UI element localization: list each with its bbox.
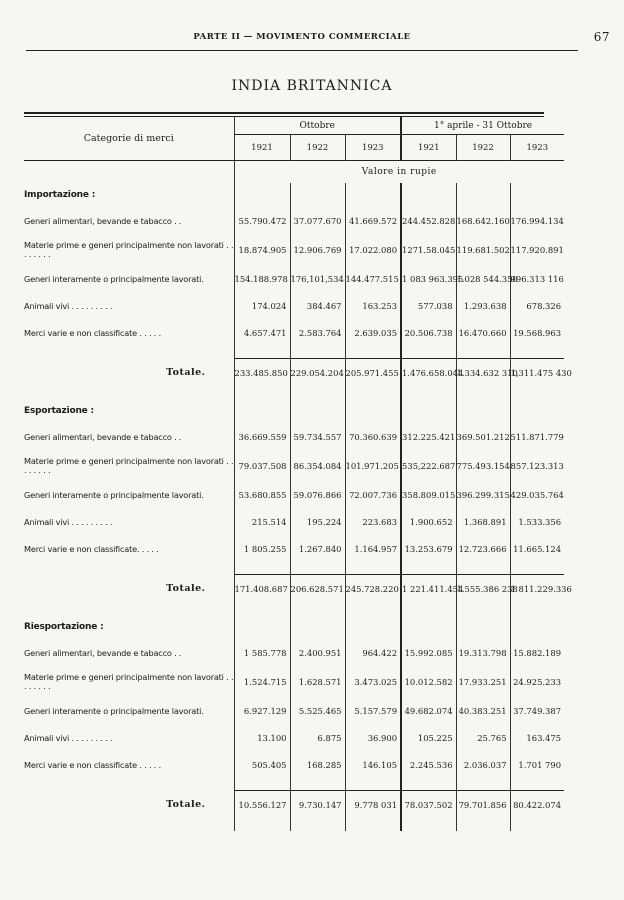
- value-cell: 105.225: [401, 724, 456, 751]
- section-title: Importazione :: [24, 190, 96, 200]
- value-cell: 59.076.866: [290, 481, 345, 508]
- group-header-month: Ottobre: [234, 117, 401, 135]
- row-label: Generi alimentari, bevande e tabacco . .: [24, 215, 182, 226]
- total-value-cell: 1.476.658.044: [401, 359, 456, 388]
- value-cell: 72.007.736: [345, 481, 401, 508]
- value-cell: 19.313.798: [456, 639, 510, 666]
- value-cell: 12.906.769: [290, 234, 345, 265]
- value-cell: 168.285: [290, 751, 345, 778]
- value-cell: 119.681.502: [456, 234, 510, 265]
- total-value-cell: 9.730.147: [290, 791, 345, 820]
- value-cell: 369.501.212: [456, 423, 510, 450]
- row-label: Merci varie e non classificate . . . . .: [24, 327, 161, 338]
- table-body: [24, 161, 572, 832]
- total-row: [24, 359, 564, 388]
- value-cell: 176,101,534: [290, 265, 345, 292]
- value-cell: 964.422: [345, 639, 401, 666]
- value-cell: 1.368.891: [456, 508, 510, 535]
- value-cell: 41.669.572: [345, 207, 401, 234]
- value-cell: 13.100: [234, 724, 290, 751]
- value-cell: 2.639.035: [345, 319, 401, 346]
- value-cell: 2.583.764: [290, 319, 345, 346]
- table-row: [24, 423, 564, 450]
- year-header: 1921: [234, 135, 290, 161]
- value-cell: 4.657.471: [234, 319, 290, 346]
- value-cell: 384.467: [290, 292, 345, 319]
- value-cell: 577.038: [401, 292, 456, 319]
- total-value-cell: 229.054.204: [290, 359, 345, 388]
- value-cell: 1.028 544.350: [456, 265, 510, 292]
- value-cell: 2.400.951: [290, 639, 345, 666]
- total-value-cell: 171.408.687: [234, 575, 290, 604]
- value-cell: 775.493.154: [456, 450, 510, 481]
- value-cell: 857.123.313: [510, 450, 564, 481]
- value-cell: 678.326: [510, 292, 564, 319]
- year-header: 1923: [345, 135, 401, 161]
- value-cell: 37.749.387: [510, 697, 564, 724]
- section-row: [24, 615, 564, 639]
- value-cell: 168.642.160: [456, 207, 510, 234]
- total-value-cell: 78.037.502: [401, 791, 456, 820]
- year-header: 1923: [510, 135, 564, 161]
- year-header: 1922: [290, 135, 345, 161]
- table-row: [24, 234, 564, 265]
- value-cell: 312.225.421: [401, 423, 456, 450]
- row-label: Animali vivi . . . . . . . . .: [24, 516, 113, 527]
- value-cell: 79.037.508: [234, 450, 290, 481]
- value-cell: 86.354.084: [290, 450, 345, 481]
- value-cell: 10.012.582: [401, 666, 456, 697]
- row-label: Animali vivi . . . . . . . . .: [24, 732, 113, 743]
- value-cell: 15.992.085: [401, 639, 456, 666]
- total-value-cell: 9.778 031: [345, 791, 401, 820]
- value-cell: 174.024: [234, 292, 290, 319]
- value-cell: 117.920.891: [510, 234, 564, 265]
- table-row: [24, 697, 564, 724]
- row-label: Generi alimentari, bevande e tabacco . .: [24, 647, 182, 658]
- value-cell: 244.452.828: [401, 207, 456, 234]
- table-row: [24, 639, 564, 666]
- value-cell: 16.470.660: [456, 319, 510, 346]
- value-cell: 1.701 790: [510, 751, 564, 778]
- value-cell: 2.245.536: [401, 751, 456, 778]
- total-row: [24, 575, 564, 604]
- value-cell: 146.105: [345, 751, 401, 778]
- table-row: [24, 319, 564, 346]
- value-cell: 5.157.579: [345, 697, 401, 724]
- values-table: [24, 117, 572, 831]
- total-value-cell: 245.728.220: [345, 575, 401, 604]
- page-title: INDIA BRITANNICA: [231, 78, 393, 94]
- table-row: [24, 207, 564, 234]
- value-cell: 1.164.957: [345, 535, 401, 562]
- value-cell: 2.036.037: [456, 751, 510, 778]
- year-header: 1922: [456, 135, 510, 161]
- row-label: Materie prime e generi principalmente non lavorati . . . . . . . .: [24, 239, 234, 259]
- value-cell: 20.506.738: [401, 319, 456, 346]
- value-cell: 163.475: [510, 724, 564, 751]
- total-value-cell: 80.422.074: [510, 791, 564, 820]
- value-cell: 1 083 963.395: [401, 265, 456, 292]
- value-cell: 154.188.978: [234, 265, 290, 292]
- total-value-cell: 206.628.571: [290, 575, 345, 604]
- value-cell: 36.669.559: [234, 423, 290, 450]
- group-header-period: 1° aprile - 31 Ottobre: [401, 117, 564, 135]
- section-title: Esportazione :: [24, 406, 94, 416]
- running-head: PARTE II — MOVIMENTO COMMERCIALE: [193, 32, 411, 42]
- value-cell: 15.882.189: [510, 639, 564, 666]
- value-cell: 18.874.905: [234, 234, 290, 265]
- value-cell: 215.514: [234, 508, 290, 535]
- unit-label: Valore in rupie: [361, 167, 437, 177]
- row-label: Animali vivi . . . . . . . . .: [24, 300, 113, 311]
- value-cell: 1271.58.045: [401, 234, 456, 265]
- value-cell: 3.473.025: [345, 666, 401, 697]
- value-cell: 1 805.255: [234, 535, 290, 562]
- value-cell: 53.680.855: [234, 481, 290, 508]
- total-value-cell: 205.971.455: [345, 359, 401, 388]
- value-cell: 101.971.205: [345, 450, 401, 481]
- value-cell: 223.683: [345, 508, 401, 535]
- row-label: Materie prime e generi principalmente non lavorati . . . . . . . .: [24, 455, 234, 475]
- row-label: Merci varie e non classificate . . . . .: [24, 759, 161, 770]
- value-cell: 37.077.670: [290, 207, 345, 234]
- table-row: [24, 751, 564, 778]
- value-cell: 1.293.638: [456, 292, 510, 319]
- value-cell: 535,222.687: [401, 450, 456, 481]
- value-cell: 6.875: [290, 724, 345, 751]
- value-cell: 429.035.764: [510, 481, 564, 508]
- value-cell: 59.734.557: [290, 423, 345, 450]
- total-value-cell: 79.701.856: [456, 791, 510, 820]
- total-value-cell: 233.485.850: [234, 359, 290, 388]
- total-value-cell: 1,311.475 430: [510, 359, 564, 388]
- category-header: Categorie di merci: [83, 133, 174, 144]
- value-cell: 6.927.129: [234, 697, 290, 724]
- row-label: Materie prime e generi principalmente non lavorati . . . . . . . .: [24, 671, 234, 691]
- value-cell: 163.253: [345, 292, 401, 319]
- total-value-cell: 1.555.386 238: [456, 575, 510, 604]
- value-cell: 195.224: [290, 508, 345, 535]
- total-label: Totale.: [166, 799, 206, 811]
- total-value-cell: 1 221.411.454: [401, 575, 456, 604]
- value-cell: 1.628.571: [290, 666, 345, 697]
- value-cell: 12.723.666: [456, 535, 510, 562]
- row-label: Generi interamente o principalmente lavorati.: [24, 273, 204, 284]
- value-cell: 11.665.124: [510, 535, 564, 562]
- value-cell: 17.022.080: [345, 234, 401, 265]
- row-label: Generi alimentari, bevande e tabacco . .: [24, 431, 182, 442]
- value-cell: 70.360.639: [345, 423, 401, 450]
- value-cell: 1 585.778: [234, 639, 290, 666]
- table-row: [24, 535, 564, 562]
- value-cell: 358.809.015: [401, 481, 456, 508]
- total-value-cell: 1 811.229.336: [510, 575, 564, 604]
- year-header: 1921: [401, 135, 456, 161]
- value-cell: 55.790.472: [234, 207, 290, 234]
- value-cell: 36.900: [345, 724, 401, 751]
- table-row: [24, 481, 564, 508]
- value-cell: 1.524.715: [234, 666, 290, 697]
- row-label: Generi interamente o principalmente lavorati.: [24, 705, 204, 716]
- total-value-cell: 10.556.127: [234, 791, 290, 820]
- table-row: [24, 292, 564, 319]
- total-row: [24, 791, 564, 820]
- header-rule: [26, 50, 578, 51]
- value-cell: 505.405: [234, 751, 290, 778]
- section-row: [24, 399, 564, 423]
- row-label: Merci varie e non classificate. . . . .: [24, 543, 159, 554]
- value-cell: 40.383.251: [456, 697, 510, 724]
- value-cell: 996.313 116: [510, 265, 564, 292]
- page-number: 67: [593, 30, 610, 44]
- table-row: [24, 508, 564, 535]
- trade-table: [24, 112, 572, 831]
- value-cell: 511.871.779: [510, 423, 564, 450]
- row-label: Generi interamente o principalmente lavorati.: [24, 489, 204, 500]
- value-cell: 144.477.515: [345, 265, 401, 292]
- total-label: Totale.: [166, 367, 206, 379]
- value-cell: 1.533.356: [510, 508, 564, 535]
- table-row: [24, 724, 564, 751]
- table-row: [24, 450, 564, 481]
- section-row: [24, 183, 564, 207]
- value-cell: 1.900.652: [401, 508, 456, 535]
- value-cell: 17.933.251: [456, 666, 510, 697]
- total-value-cell: 1.334.632 310: [456, 359, 510, 388]
- section-title: Riesportazione :: [24, 622, 104, 632]
- value-cell: 1.267.840: [290, 535, 345, 562]
- total-label: Totale.: [166, 583, 206, 595]
- value-cell: 19.568.963: [510, 319, 564, 346]
- value-cell: 5.525.465: [290, 697, 345, 724]
- value-cell: 49.682.074: [401, 697, 456, 724]
- table-row: [24, 666, 564, 697]
- value-cell: 176.994.134: [510, 207, 564, 234]
- table-row: [24, 265, 564, 292]
- value-cell: 25.765: [456, 724, 510, 751]
- value-cell: 24.925.233: [510, 666, 564, 697]
- value-cell: 396.299.315: [456, 481, 510, 508]
- value-cell: 13.253.679: [401, 535, 456, 562]
